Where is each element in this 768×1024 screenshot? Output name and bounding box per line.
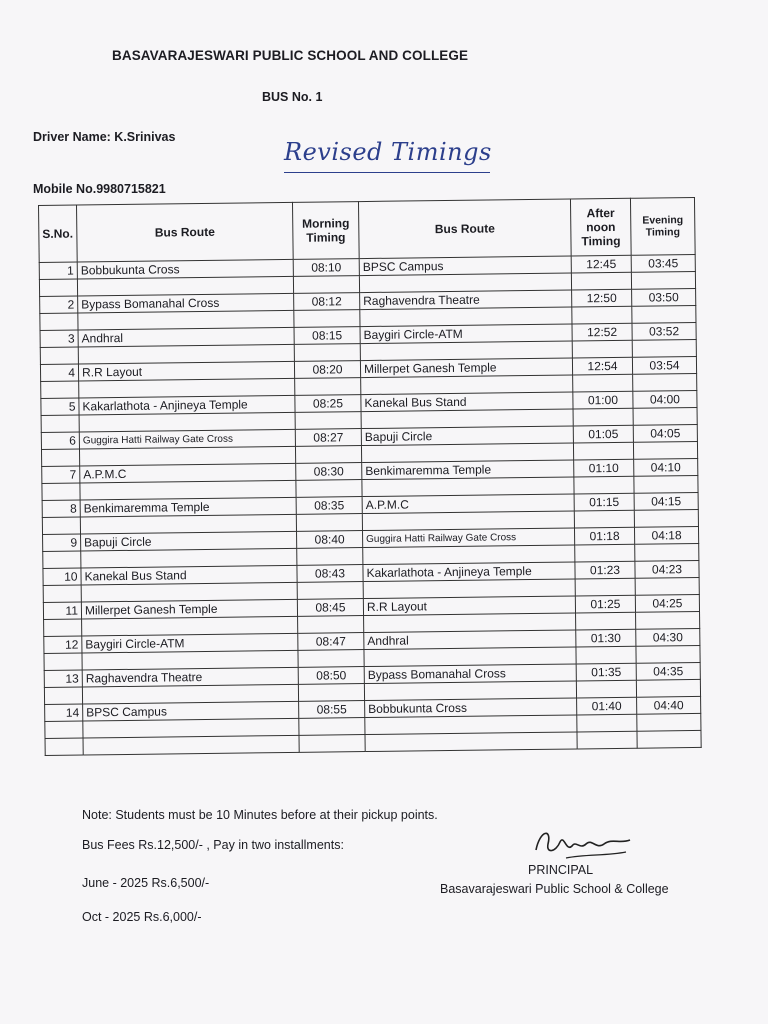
empty-cell	[571, 272, 631, 290]
empty-cell	[40, 347, 78, 364]
empty-cell	[632, 305, 696, 323]
route-cell: Baygiri Circle-ATM	[82, 633, 298, 653]
sno-cell: 10	[43, 568, 81, 585]
mobile-number: Mobile No.9980715821	[33, 182, 166, 196]
empty-cell	[83, 735, 299, 755]
evening-time-cell: 03:54	[632, 356, 696, 374]
morning-time-cell: 08:27	[295, 429, 361, 447]
route-cell: Raghavendra Theatre	[82, 667, 298, 687]
afternoon-timing-header: After noon Timing	[570, 198, 631, 256]
route-cell: Benkimaremma Temple	[80, 497, 296, 517]
empty-cell	[577, 731, 637, 749]
return-route-cell: Kanekal Bus Stand	[361, 392, 573, 412]
empty-cell	[294, 344, 360, 362]
afternoon-time-cell: 01:10	[574, 459, 634, 477]
morning-time-cell: 08:45	[297, 599, 363, 617]
return-route-cell: Guggira Hatti Railway Gate Cross	[363, 528, 575, 548]
empty-cell	[45, 738, 83, 755]
sno-header: S.No.	[39, 205, 78, 262]
bus-number: BUS No. 1	[262, 90, 323, 104]
empty-cell	[44, 653, 82, 670]
bus-fees-note: Bus Fees Rs.12,500/- , Pay in two installments:	[82, 838, 344, 852]
evening-time-cell: 04:35	[636, 662, 700, 680]
empty-cell	[298, 616, 364, 634]
evening-time-cell: 04:23	[635, 560, 699, 578]
school-title: BASAVARAJESWARI PUBLIC SCHOOL AND COLLEGE	[112, 48, 469, 63]
empty-cell	[577, 714, 637, 732]
empty-cell	[637, 730, 701, 748]
return-route-cell: R.R Layout	[363, 596, 575, 616]
evening-time-cell: 04:25	[635, 594, 699, 612]
return-route-cell: A.P.M.C	[362, 494, 574, 514]
empty-cell	[633, 373, 697, 391]
empty-cell	[575, 578, 635, 596]
empty-cell	[298, 684, 364, 702]
empty-cell	[572, 340, 632, 358]
installment-oct: Oct - 2025 Rs.6,000/-	[82, 910, 202, 924]
afternoon-time-cell: 01:00	[573, 391, 633, 409]
empty-cell	[576, 612, 636, 630]
principal-signature	[526, 822, 636, 866]
afternoon-time-cell: 01:18	[574, 527, 634, 545]
afternoon-time-cell: 01:40	[577, 697, 637, 715]
morning-time-cell: 08:43	[297, 565, 363, 583]
driver-name: Driver Name: K.Srinivas	[33, 130, 176, 144]
empty-cell	[635, 577, 699, 595]
route-header: Bus Route	[77, 202, 294, 262]
morning-time-cell: 08:15	[294, 327, 360, 345]
morning-time-cell: 08:40	[297, 531, 363, 549]
pickup-note: Note: Students must be 10 Minutes before at their pickup points.	[82, 808, 438, 822]
empty-cell	[365, 732, 577, 752]
route-cell: Andhral	[78, 327, 294, 347]
return-route-cell: Baygiri Circle-ATM	[360, 324, 572, 344]
evening-time-cell: 03:50	[632, 288, 696, 306]
evening-time-cell: 04:30	[636, 628, 700, 646]
sno-cell: 6	[41, 432, 79, 449]
return-route-cell: Andhral	[364, 630, 576, 650]
evening-time-cell: 03:45	[631, 254, 695, 272]
sno-cell: 7	[42, 466, 80, 483]
empty-cell	[294, 310, 360, 328]
empty-cell	[576, 646, 636, 664]
return-route-cell: Bypass Bomanahal Cross	[364, 664, 576, 684]
route-cell: Millerpet Ganesh Temple	[81, 599, 297, 619]
evening-time-cell: 04:15	[634, 492, 698, 510]
return-route-cell: BPSC Campus	[359, 256, 571, 276]
afternoon-time-cell: 01:25	[575, 595, 635, 613]
empty-cell	[39, 279, 77, 296]
evening-time-cell: 04:18	[634, 526, 698, 544]
empty-cell	[41, 415, 79, 432]
sno-cell: 11	[43, 602, 81, 619]
route-cell: A.P.M.C	[80, 463, 296, 483]
empty-cell	[637, 713, 701, 731]
route-cell: Kakarlathota - Anjineya Temple	[79, 395, 295, 415]
table-body	[39, 254, 701, 755]
sno-cell: 2	[40, 296, 78, 313]
route-cell: Guggira Hatti Railway Gate Cross	[79, 429, 295, 449]
sno-cell: 1	[39, 262, 77, 279]
morning-time-cell: 08:10	[293, 259, 359, 277]
empty-cell	[632, 339, 696, 357]
empty-cell	[296, 480, 362, 498]
morning-time-cell: 08:55	[299, 701, 365, 719]
empty-cell	[576, 680, 636, 698]
sno-cell: 14	[45, 704, 83, 721]
return-route-cell: Benkimaremma Temple	[362, 460, 574, 480]
empty-cell	[42, 483, 80, 500]
empty-cell	[44, 619, 82, 636]
empty-cell	[299, 735, 365, 753]
empty-cell	[295, 378, 361, 396]
empty-cell	[298, 650, 364, 668]
route-cell: Bobbukunta Cross	[77, 259, 293, 279]
morning-time-cell: 08:35	[296, 497, 362, 515]
empty-cell	[635, 543, 699, 561]
morning-time-cell: 08:12	[294, 293, 360, 311]
handwritten-underline	[284, 172, 490, 173]
empty-cell	[574, 476, 634, 494]
empty-cell	[295, 412, 361, 430]
evening-time-cell: 04:40	[637, 696, 701, 714]
sno-cell: 4	[40, 364, 78, 381]
return-route-cell: Kakarlathota - Anjineya Temple	[363, 562, 575, 582]
evening-time-cell: 04:10	[634, 458, 698, 476]
empty-cell	[573, 374, 633, 392]
empty-cell	[633, 441, 697, 459]
afternoon-time-cell: 12:52	[572, 323, 632, 341]
sno-cell: 12	[44, 636, 82, 653]
empty-cell	[573, 442, 633, 460]
empty-cell	[43, 585, 81, 602]
afternoon-time-cell: 01:30	[576, 629, 636, 647]
return-route-cell: Bapuji Circle	[361, 426, 573, 446]
morning-time-cell: 08:20	[294, 361, 360, 379]
route-cell: R.R Layout	[78, 361, 294, 381]
empty-cell	[631, 271, 695, 289]
sno-cell: 9	[43, 534, 81, 551]
empty-cell	[293, 276, 359, 294]
empty-cell	[636, 679, 700, 697]
return-route-header: Bus Route	[358, 199, 571, 259]
morning-time-cell: 08:25	[295, 395, 361, 413]
empty-cell	[573, 408, 633, 426]
afternoon-time-cell: 12:45	[571, 255, 631, 273]
bus-schedule-table	[38, 197, 702, 756]
empty-cell	[297, 582, 363, 600]
afternoon-time-cell: 01:23	[575, 561, 635, 579]
empty-cell	[636, 645, 700, 663]
empty-cell	[43, 551, 81, 568]
evening-timing-header: Evening Timing	[630, 197, 695, 255]
afternoon-time-cell: 01:35	[576, 663, 636, 681]
empty-cell	[42, 517, 80, 534]
empty-cell	[299, 718, 365, 736]
afternoon-time-cell: 12:54	[572, 357, 632, 375]
empty-cell	[572, 306, 632, 324]
school-footer-name: Basavarajeswari Public School & College	[440, 882, 669, 896]
afternoon-time-cell: 01:15	[574, 493, 634, 511]
empty-cell	[634, 475, 698, 493]
empty-cell	[574, 510, 634, 528]
table-header-row	[39, 197, 696, 262]
empty-cell	[40, 313, 78, 330]
evening-time-cell: 04:05	[633, 424, 697, 442]
route-cell: BPSC Campus	[83, 701, 299, 721]
evening-time-cell: 04:00	[633, 390, 697, 408]
empty-cell	[45, 721, 83, 738]
return-route-cell: Raghavendra Theatre	[360, 290, 572, 310]
empty-cell	[41, 381, 79, 398]
installment-june: June - 2025 Rs.6,500/-	[82, 876, 210, 890]
morning-timing-header: Morning Timing	[292, 202, 359, 260]
return-route-cell: Bobbukunta Cross	[365, 698, 577, 718]
route-cell: Bapuji Circle	[81, 531, 297, 551]
empty-cell	[295, 446, 361, 464]
sno-cell: 5	[41, 398, 79, 415]
sno-cell: 3	[40, 330, 78, 347]
empty-cell	[41, 449, 79, 466]
route-cell: Kanekal Bus Stand	[81, 565, 297, 585]
evening-time-cell: 03:52	[632, 322, 696, 340]
empty-cell	[636, 611, 700, 629]
handwritten-revised-note: Revised Timings	[284, 138, 492, 166]
morning-time-cell: 08:30	[296, 463, 362, 481]
principal-label: PRINCIPAL	[528, 863, 594, 877]
morning-time-cell: 08:50	[298, 667, 364, 685]
sno-cell: 13	[44, 670, 82, 687]
empty-cell	[296, 514, 362, 532]
empty-cell	[634, 509, 698, 527]
route-cell: Bypass Bomanahal Cross	[78, 293, 294, 313]
empty-cell	[575, 544, 635, 562]
sno-cell: 8	[42, 500, 80, 517]
afternoon-time-cell: 12:50	[572, 289, 632, 307]
empty-cell	[44, 687, 82, 704]
return-route-cell: Millerpet Ganesh Temple	[360, 358, 572, 378]
empty-cell	[633, 407, 697, 425]
afternoon-time-cell: 01:05	[573, 425, 633, 443]
morning-time-cell: 08:47	[298, 633, 364, 651]
empty-cell	[297, 548, 363, 566]
